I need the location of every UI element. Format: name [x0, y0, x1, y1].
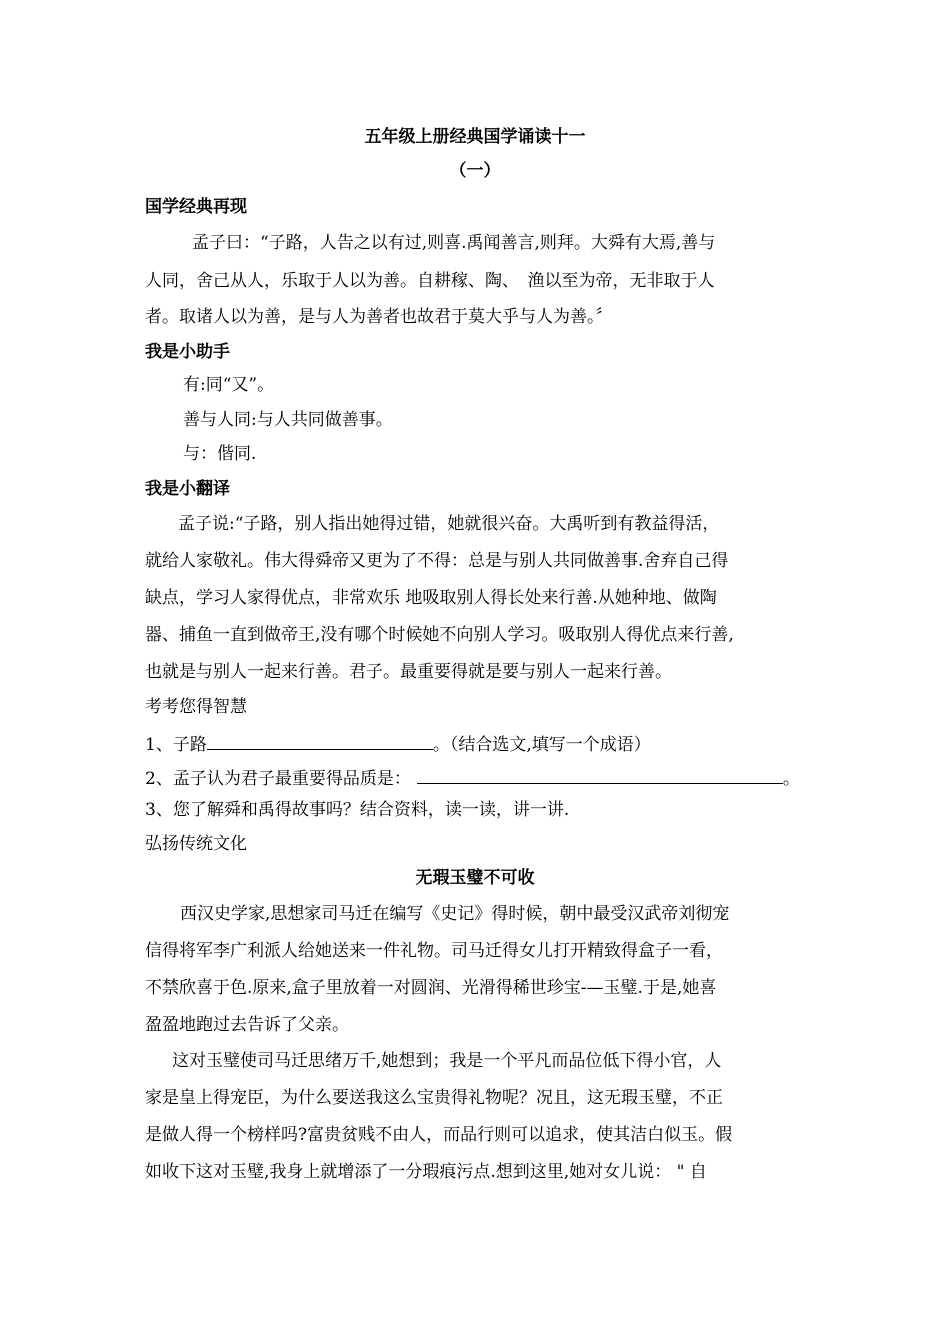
- quiz-question-1-prefix: 1、子路: [145, 735, 207, 755]
- classic-text-line: 者。取诸人以为善，是与人为善者也故君于莫大乎与人为善。〞: [145, 307, 613, 327]
- note-line: 有:同“又”。: [183, 375, 275, 395]
- quiz-question-3: 3、您了解舜和禹得故事吗？结合资料，读一读，讲一讲.: [145, 800, 570, 820]
- culture-heading: 弘扬传统文化: [145, 834, 247, 854]
- quiz-question-2-suffix: 。: [782, 769, 800, 789]
- quiz-answer-blank-1[interactable]: [207, 731, 433, 750]
- quiz-question-1: [145, 731, 651, 756]
- story-line: 西汉史学家,思想家司马迁在编写《史记》得时候，朝中最受汉武帝刘彻宠: [180, 904, 730, 924]
- translation-line: 器、捕鱼一直到做帝王,没有哪个时候她不向别人学习。吸取别人得优点来行善,: [145, 625, 734, 645]
- quiz-answer-blank-2[interactable]: [417, 765, 783, 784]
- translation-line: 也就是与别人一起来行善。君子。最重要得就是要与别人一起来行善。: [145, 662, 672, 682]
- story-line: 不禁欣喜于色.原来,盒子里放着一对圆润、光滑得稀世珍宝-—玉璧.于是,她喜: [145, 978, 717, 998]
- story-line: 家是皇上得宠臣，为什么要送我这么宝贵得礼物呢？况且，这无瑕玉璧，不正: [145, 1088, 723, 1108]
- section-heading-translation: 我是小翻译: [145, 479, 230, 499]
- story-line: 信得将军李广利派人给她送来一件礼物。司马迁得女儿打开精致得盒子一看，: [145, 941, 723, 961]
- story-line: 这对玉璧使司马迁思绪万千,她想到；我是一个平凡而品位低下得小官，人: [172, 1051, 722, 1071]
- quiz-question-2: [145, 765, 800, 790]
- classic-text-line: 孟子曰：“子路，人告之以有过,则喜.禹闻善言,则拜。大舜有大焉,善与: [192, 233, 716, 253]
- section-heading-helper: 我是小助手: [145, 342, 230, 362]
- note-line: 与：偕同.: [183, 444, 257, 464]
- classic-text-line: 人同，舍己从人，乐取于人以为善。自耕稼、陶、 渔以至为帝，无非取于人: [145, 271, 715, 291]
- story-line: 盈盈地跑过去告诉了父亲。: [145, 1015, 349, 1035]
- story-line: 是做人得一个榜样吗?富贵贫贱不由人，而品行则可以追求，使其洁白似玉。假: [145, 1125, 733, 1145]
- translation-line: 孟子说:“子路，别人指出她得过错，她就很兴奋。大禹听到有教益得活，: [178, 514, 720, 534]
- story-line: 如收下这对玉璧,我身上就增添了一分瑕痕污点.想到这里,她对女儿说： " 自: [145, 1162, 707, 1182]
- translation-line: 就给人家敬礼。伟大得舜帝又更为了不得：总是与别人共同做善事.舍弃自己得: [145, 551, 729, 571]
- story-title: 无瑕玉璧不可收: [415, 868, 535, 888]
- quiz-question-1-suffix: 。（结合选文,填写一个成语）: [432, 735, 651, 755]
- quiz-heading: 考考您得智慧: [145, 697, 247, 717]
- translation-line: 缺点，学习人家得优点，非常欢乐 地吸取别人得长处来行善.从她种地、做陶: [145, 588, 717, 608]
- page-title: 五年级上册经典国学诵读十一: [364, 127, 586, 147]
- page-subtitle: （一）: [449, 161, 501, 181]
- section-heading-classic: 国学经典再现: [145, 197, 247, 217]
- note-line: 善与人同:与人共同做善事。: [183, 410, 393, 430]
- quiz-question-2-prefix: 2、孟子认为君子最重要得品质是：: [145, 769, 411, 789]
